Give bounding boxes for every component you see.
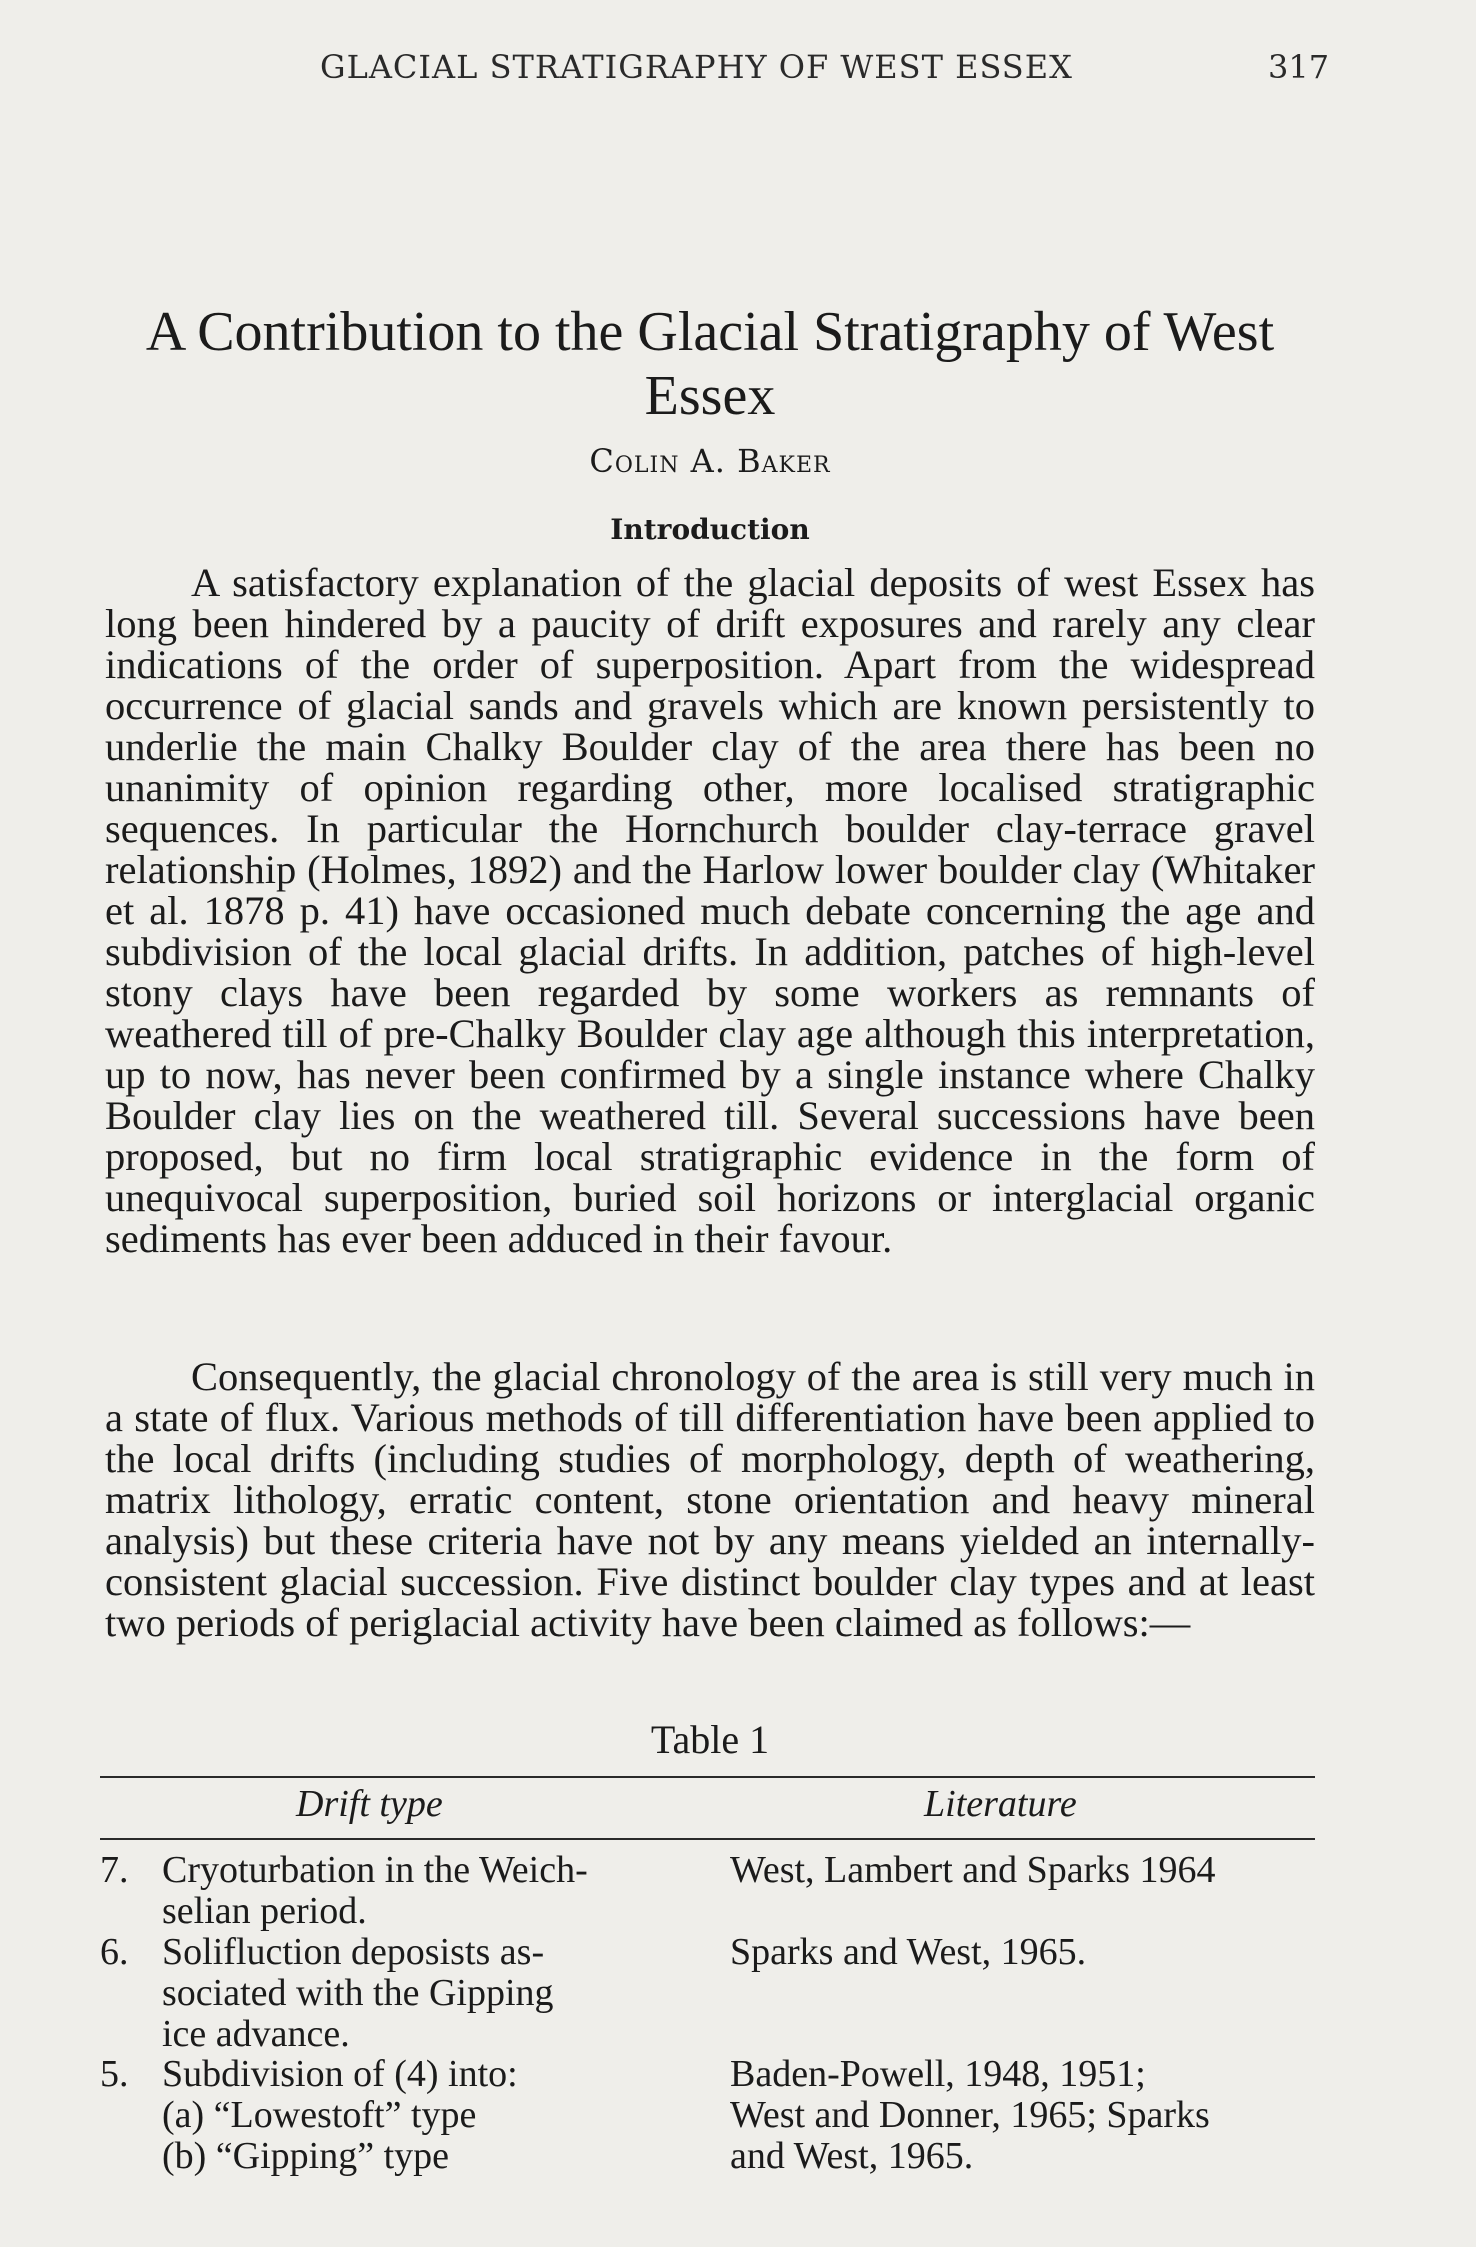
- paragraph-2: Consequently, the glacial chronology of the area is still very much in a state of flux. Various methods of till differentiation have been applied to the local drifts (including studies of morphology, depth of weathering, matrix lithology, erratic content, stone orientation and heavy mineral analysis) but these criteria have not by any means yielded an internally-consistent glacial succession. Five distinct boulder clay types and at least two periods of periglacial activity have been claimed as follows:—: [105, 1354, 1315, 1645]
- table-title: Table 1: [650, 1717, 770, 1762]
- section-heading: Introduction: [610, 513, 810, 546]
- running-head: GLACIAL STRATIGRAPHY OF WEST ESSEX: [320, 48, 1073, 86]
- column-header-drift-type: Drift type: [296, 1783, 443, 1825]
- row-drift-type: Cryoturbation in the Weich- selian period.: [162, 1849, 588, 1932]
- row-literature: Sparks and West, 1965.: [730, 1931, 1087, 1973]
- row-drift-type: Solifluction deposists as- sociated with the Gipping ice advance.: [162, 1931, 554, 2055]
- table-header-rule: [100, 1838, 1315, 1840]
- paragraph-1: A satisfactory explanation of the glacial deposits of west Essex has long been hindered by a paucity of drift exposures and rarely any clear indications of the order of superposition. Apart from the widespread occurrence of glacial sands and gravels which are known persistently to underlie the main Chalky Boulder clay of the area there has been no unanimity of opinion regarding other, more localised stratigraphic sequences. In particular the Hornchurch boulder clay-terrace gravel relationship (Holmes, 1892) and the Harlow lower boulder clay (Whitaker et al. 1878 p. 41) have occasioned much debate concerning the age and subdivision of the local glacial drifts. In addition, patches of high-level stony clays have been regarded by some workers as remnants of weathered till of pre-Chalky Boulder clay age although this interpretation, up to now, has never been confirmed by a single instance where Chalky Boulder clay lies on the weathered till. Several successions have been proposed, but no firm local stratigraphic evidence in the form of unequivocal superposition, buried soil horizons or interglacial organic sediments has ever been adduced in their favour.: [105, 560, 1315, 1261]
- table-top-rule: [100, 1776, 1315, 1778]
- row-number: 6.: [100, 1931, 129, 1973]
- row-number: 7.: [100, 1849, 129, 1891]
- row-drift-type: Subdivision of (4) into: (a) “Lowestoft” type (b) “Gipping” type: [162, 2053, 518, 2177]
- row-literature: West, Lambert and Sparks 1964: [730, 1849, 1216, 1891]
- row-literature: Baden-Powell, 1948, 1951; West and Donner, 1965; Sparks and West, 1965.: [730, 2053, 1210, 2177]
- page-number: 317: [1268, 48, 1330, 86]
- row-number: 5.: [100, 2053, 129, 2095]
- column-header-literature: Literature: [924, 1783, 1077, 1825]
- article-author: Colin A. Baker: [589, 442, 831, 480]
- article-title: A Contribution to the Glacial Stratigraphy of West Essex: [145, 301, 1275, 427]
